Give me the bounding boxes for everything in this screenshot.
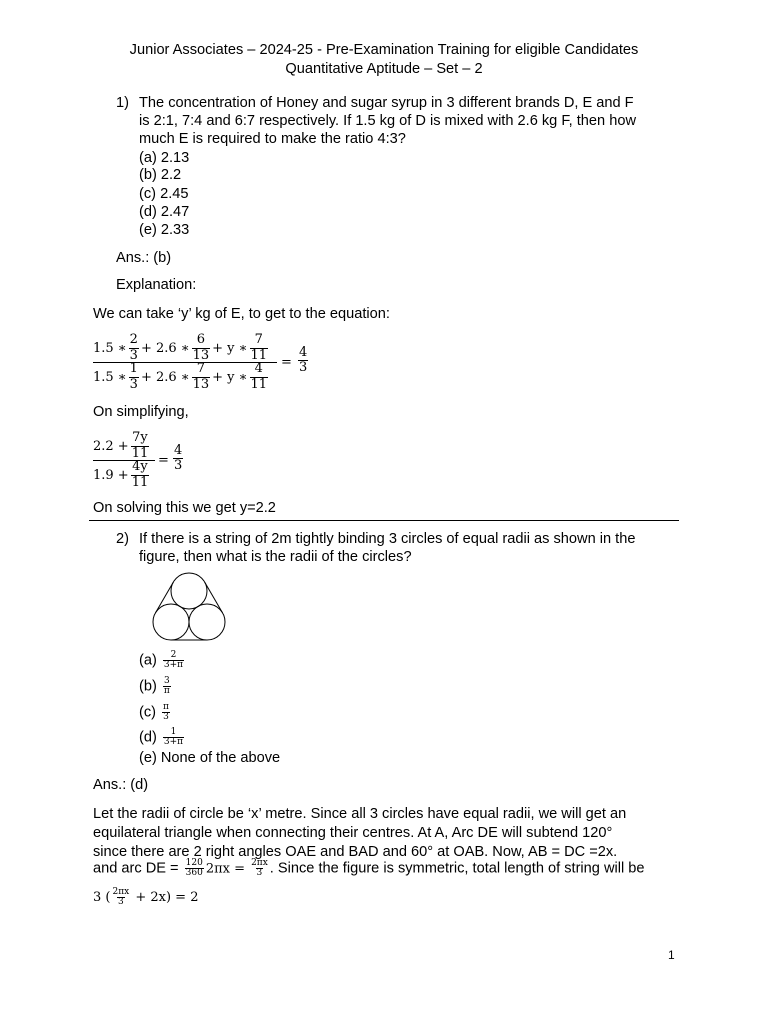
q1-option-c: (c) 2.45 <box>139 186 189 202</box>
eq2-den-frac <box>131 460 150 490</box>
frac-den: 11 <box>250 376 268 392</box>
option-label: (b) <box>139 678 157 695</box>
q1-text-line-2: is 2:1, 7:4 and 6:7 respectively. If 1.5 kg of D is mixed with 2.6 kg F, then how <box>139 113 636 129</box>
frac-den: 3 <box>299 360 308 376</box>
q2-text-line-2: figure, then what is the radii of the circles? <box>139 549 412 565</box>
eq1-num-frac-2 <box>192 333 211 363</box>
q1-explanation-intro: We can take ‘y’ kg of E, to get to the equation: <box>93 306 390 322</box>
frac-num: 7 <box>254 332 263 348</box>
eq1-num-term: + 2.6 ∗ <box>140 340 190 356</box>
section-divider <box>89 520 679 521</box>
frac-den: 13 <box>192 376 210 392</box>
option-label: (d) <box>139 729 157 746</box>
circle-bottom-right <box>189 604 225 640</box>
frac-den: 3 <box>174 458 183 474</box>
eq1-num-frac-3 <box>250 333 269 363</box>
eq1-rhs <box>298 346 308 376</box>
option-fraction <box>163 728 184 747</box>
option-fraction <box>163 677 171 696</box>
q2-number: 2) <box>116 531 129 547</box>
frac-den: 3+π <box>163 737 184 747</box>
final-fraction <box>112 888 129 907</box>
q1-option-e: (e) 2.33 <box>139 222 190 238</box>
frac-num: 4 <box>174 443 183 458</box>
q2-text-line-1: If there is a string of 2m tightly binding 3 circles of equal radii as shown in the <box>139 531 636 547</box>
frac-num: 1 <box>170 727 177 737</box>
frac-den: 11 <box>131 445 149 461</box>
eq2-denominator <box>93 461 151 489</box>
q2-explanation-line-2: equilateral triangle when connecting their centres. At A, Arc DE will subtend 120° <box>93 825 613 841</box>
arc-prefix: and arc DE = <box>93 860 183 877</box>
q1-text-line-1: The concentration of Honey and sugar syrup in 3 different brands D, E and F <box>139 95 634 111</box>
q1-number: 1) <box>116 95 129 111</box>
option-label: (c) <box>139 704 157 721</box>
arc-fraction-2 <box>251 859 268 878</box>
frac-den: 360 <box>185 868 203 878</box>
eq1-den-frac-1 <box>129 362 139 392</box>
arc-mid: 2πx = <box>205 861 245 877</box>
frac-num: π <box>163 702 169 712</box>
document-subtitle: Quantitative Aptitude – Set – 2 <box>285 61 483 77</box>
frac-den: 11 <box>131 474 149 490</box>
frac-num: 4 <box>254 361 263 377</box>
document-title: Junior Associates – 2024-25 - Pre-Examination Training for eligible Candidates <box>129 42 639 58</box>
q2-explanation-line-3: since there are 2 right angles OAE and BAD and 60° at OAB. Now, AB = DC =2x. <box>93 844 618 860</box>
frac-den: π <box>163 686 170 696</box>
frac-num: 2 <box>170 650 177 660</box>
eq1-den-term: + 2.6 ∗ <box>140 369 190 385</box>
eq1-denominator <box>93 363 270 391</box>
frac-num: 2πx <box>251 858 268 868</box>
q1-simplify-label: On simplifying, <box>93 404 189 420</box>
frac-den: 3 <box>163 712 169 722</box>
eq1-num-frac-1 <box>129 333 139 363</box>
frac-num: 7y <box>132 430 148 446</box>
q1-option-d: (d) 2.47 <box>139 204 190 220</box>
arc-fraction-1 <box>185 859 204 878</box>
frac-num: 7 <box>196 361 206 377</box>
circle-top <box>171 573 207 609</box>
frac-num: 120 <box>185 858 203 868</box>
q2-explanation-line-1: Let the radii of circle be ‘x’ metre. Since all 3 circles have equal radii, we will get an <box>93 806 627 822</box>
q2-arc-line <box>93 859 645 878</box>
eq2-den-term: 1.9 + <box>93 467 129 483</box>
eq2-numerator <box>93 432 151 460</box>
frac-num: 6 <box>196 332 206 348</box>
final-prefix: 3 ( <box>93 890 111 905</box>
frac-num: 3 <box>164 676 170 686</box>
q2-option-c <box>139 703 172 722</box>
frac-den: 3 <box>129 376 138 392</box>
eq1-equals: = <box>281 355 292 370</box>
eq1-numerator <box>93 334 270 362</box>
q1-solution: On solving this we get y=2.2 <box>93 500 276 516</box>
q1-answer: Ans.: (b) <box>116 250 172 266</box>
frac-den: 3+π <box>163 660 184 670</box>
q1-option-a: (a) 2.13 <box>139 150 190 166</box>
eq2-num-frac <box>131 431 150 461</box>
string-right <box>205 582 223 613</box>
option-fraction <box>162 703 170 722</box>
frac-den: 3 <box>129 347 138 363</box>
frac-den: 3 <box>256 868 263 878</box>
frac-num: 2πx <box>112 887 130 897</box>
eq2-num-term: 2.2 + <box>93 438 129 454</box>
frac-den: 13 <box>192 347 210 363</box>
string-left <box>155 582 173 613</box>
page-number: 1 <box>668 948 675 962</box>
option-label: (a) <box>139 652 157 669</box>
final-suffix: + 2x) = 2 <box>131 890 199 905</box>
eq1-den-term: + y ∗ <box>212 369 248 385</box>
q1-explanation-label: Explanation: <box>116 277 197 293</box>
eq2-rhs <box>173 444 183 474</box>
q1-equation-2 <box>93 432 155 489</box>
frac-num: 4 <box>299 345 308 360</box>
eq1-num-term: + y ∗ <box>212 340 248 356</box>
three-circles-figure <box>146 570 232 646</box>
arc-suffix: . Since the figure is symmetric, total length of string will be <box>269 860 645 877</box>
eq1-num-term: 1.5 ∗ <box>93 340 127 356</box>
q1-option-b: (b) 2.2 <box>139 167 182 183</box>
eq1-den-frac-2 <box>192 362 211 392</box>
frac-num: 4y <box>132 459 148 475</box>
eq1-den-frac-3 <box>250 362 269 392</box>
q1-equation-1 <box>93 334 277 391</box>
q2-answer: Ans.: (d) <box>93 777 149 793</box>
frac-num: 1 <box>129 361 138 377</box>
eq2-equals: = <box>158 453 169 468</box>
frac-num: 2 <box>129 332 138 348</box>
q2-option-e: (e) None of the above <box>139 750 281 766</box>
q2-option-d <box>139 728 186 747</box>
option-fraction <box>163 651 184 670</box>
circle-bottom-left <box>153 604 189 640</box>
q2-option-b <box>139 677 173 696</box>
q2-final-equation <box>93 888 198 907</box>
q1-text-line-3: much E is required to make the ratio 4:3? <box>139 131 406 147</box>
q2-option-a <box>139 651 186 670</box>
eq1-den-term: 1.5 ∗ <box>93 369 127 385</box>
frac-den: 3 <box>117 897 124 907</box>
frac-den: 11 <box>250 347 268 363</box>
